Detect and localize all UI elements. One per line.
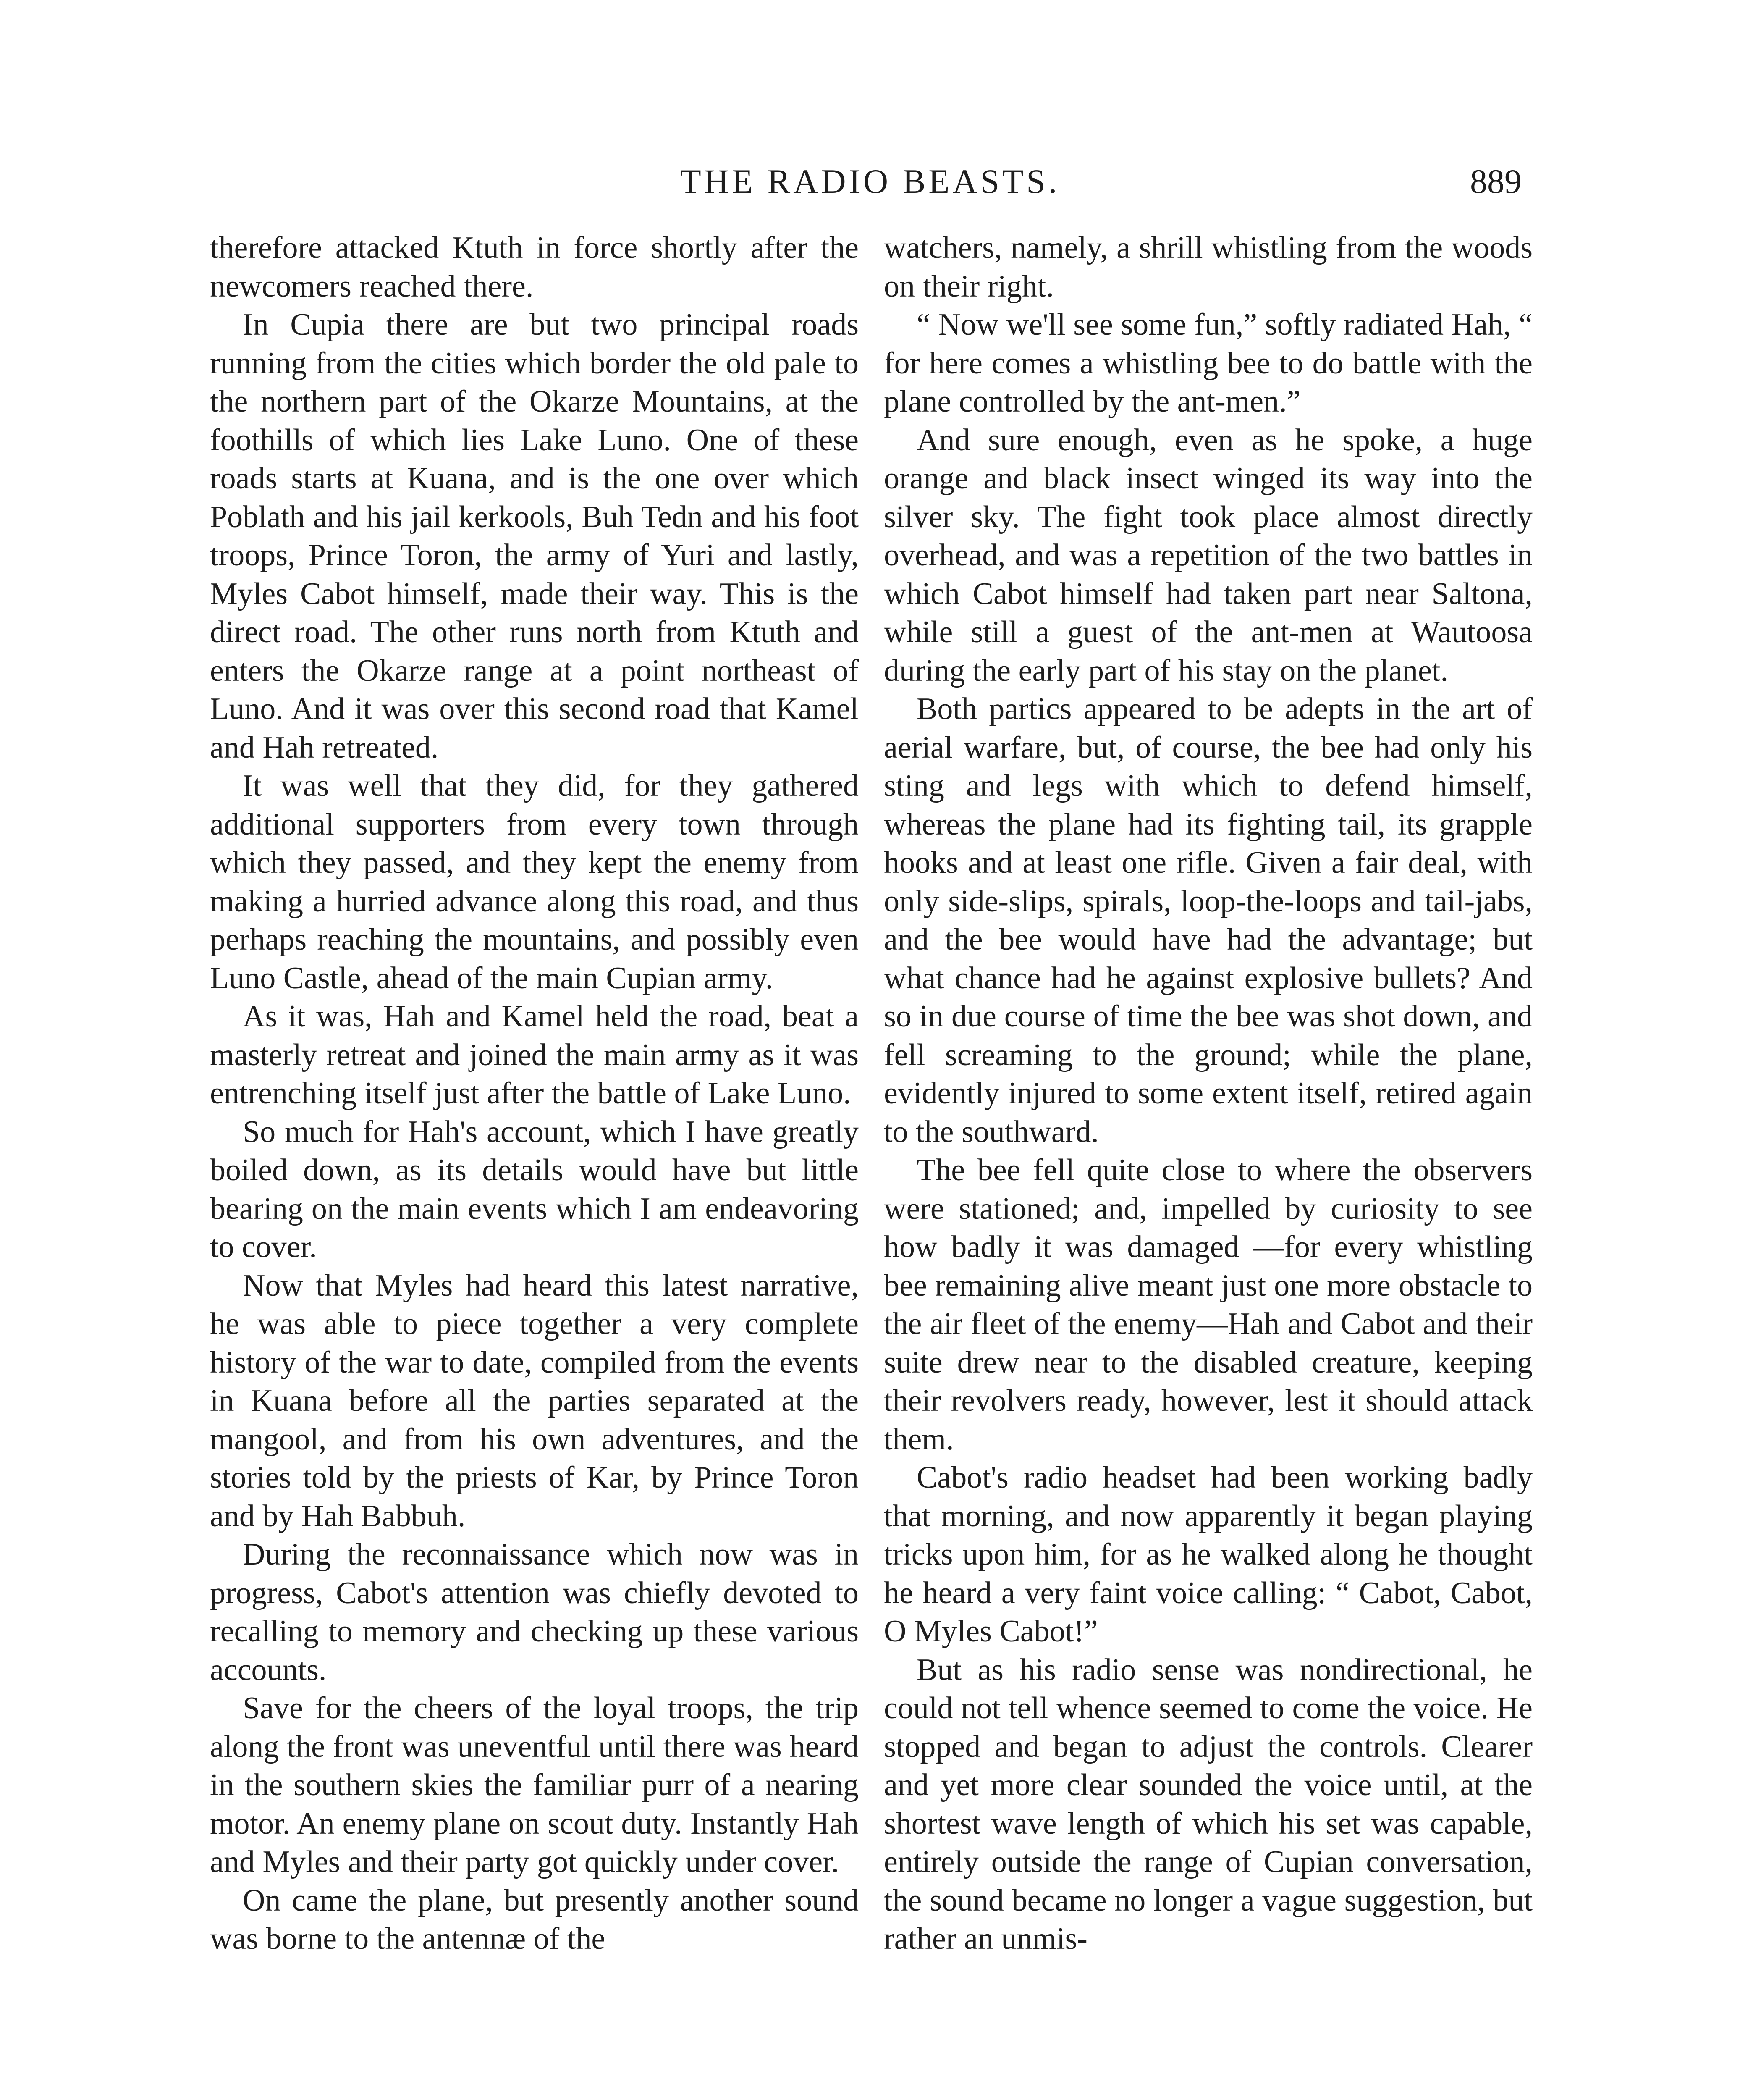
- paragraph: So much for Hah's account, which I have greatly boiled down, as its details would have but little bearing on the main events which I am endeavoring to cover.: [210, 1114, 859, 1264]
- paragraph: During the reconnaissance which now was in progress, Cabot's attention was chiefly devoted to recalling to memory and checking up these various accounts.: [210, 1537, 859, 1687]
- paragraph: “ Now we'll see some fun,” softly radiated Hah, “ for here comes a whistling bee to do battle with the plane controlled by the ant-men.”: [884, 307, 1533, 419]
- paragraph: watchers, namely, a shrill whistling from the woods on their right.: [884, 231, 1533, 304]
- page-header: [210, 162, 1530, 208]
- paragraph: As it was, Hah and Kamel held the road, beat a masterly retreat and joined the main army as it was entrenching itself just after the battle of Lake Luno.: [210, 999, 859, 1110]
- paragraph: In Cupia there are but two principal roads running from the cities which border the old pale to the northern part of the Okarze Mountains, at the foothills of which lies Lake Luno. One of these roads starts at Kuana, and is the one over which Poblath and his jail kerkools, Buh Tedn and his foot troops, Prince Toron, the army of Yuri and lastly, Myles Cabot himself, made their way. This is the direct road. The other runs north from Ktuth and enters the Okarze range at a point northeast of Luno. And it was over this second road that Kamel and Hah retreated.: [210, 307, 859, 765]
- left-column: [210, 229, 859, 1958]
- paragraph: Cabot's radio headset had been working badly that morning, and now apparently it began playing tricks upon him, for as he walked along he thought he heard a very faint voice calling: “ Cabot, Cabot, O Myles Cabot!”: [884, 1460, 1533, 1648]
- right-column: [884, 229, 1533, 1958]
- paragraph: On came the plane, but presently another sound was borne to the antennæ of the: [210, 1883, 859, 1956]
- paragraph: Both partics appeared to be adepts in the art of aerial warfare, but, of course, the bee had only his sting and legs with which to defend himself, whereas the plane had its fighting tail, its grapple hooks and at least one rifle. Given a fair deal, with only side-slips, spirals, loop-the-loops and tail-jabs, and the bee would have had the advantage; but what chance had he against explosive bullets? And so in due course of time the bee was shot down, and fell screaming to the ground; while the plane, evidently injured to some extent itself, retired again to the southward.: [884, 692, 1533, 1149]
- paragraph: Now that Myles had heard this latest narrative, he was able to piece together a very complete history of the war to date, compiled from the events in Kuana before all the parties separated at the mangool, and from his own adventures, and the stories told by the priests of Kar, by Prince Toron and by Hah Babbuh.: [210, 1268, 859, 1533]
- paragraph: The bee fell quite close to where the observers were stationed; and, impelled by curiosity to see how badly it was damaged —for every whistling bee remaining alive meant just one more obstacle to the air fleet of the enemy—Hah and Cabot and their suite drew near to the disabled creature, keeping their revolvers ready, however, lest it should attack them.: [884, 1153, 1533, 1457]
- paragraph: And sure enough, even as he spoke, a huge orange and black insect winged its way into the silver sky. The fight took place almost directly overhead, and was a repetition of the two battles in which Cabot himself had taken part near Saltona, while still a guest of the ant-men at Wautoosa during the early part of his stay on the planet.: [884, 423, 1533, 688]
- paragraph: It was well that they did, for they gathered additional supporters from every town through which they passed, and they kept the enemy from making a hurried advance along this road, and thus perhaps reaching the mountains, and possibly even Luno Castle, ahead of the main Cupian army.: [210, 769, 859, 995]
- paragraph: But as his radio sense was nondirectional, he could not tell whence seemed to come the voice. He stopped and began to adjust the controls. Clearer and yet more clear sounded the voice until, at the shortest wave length of which his set was capable, entirely outside the range of Cupian conversation, the sound became no longer a vague suggestion, but rather an unmis-: [884, 1652, 1533, 1956]
- paragraph: therefore attacked Ktuth in force shortly after the newcomers reached there.: [210, 231, 859, 304]
- page-number: 889: [1470, 162, 1522, 200]
- paragraph: Save for the cheers of the loyal troops, the trip along the front was uneventful until there was heard in the southern skies the familiar purr of a nearing motor. An enemy plane on scout duty. Instantly Hah and Myles and their party got quickly under cover.: [210, 1691, 859, 1879]
- running-title: THE RADIO BEASTS.: [680, 162, 1060, 200]
